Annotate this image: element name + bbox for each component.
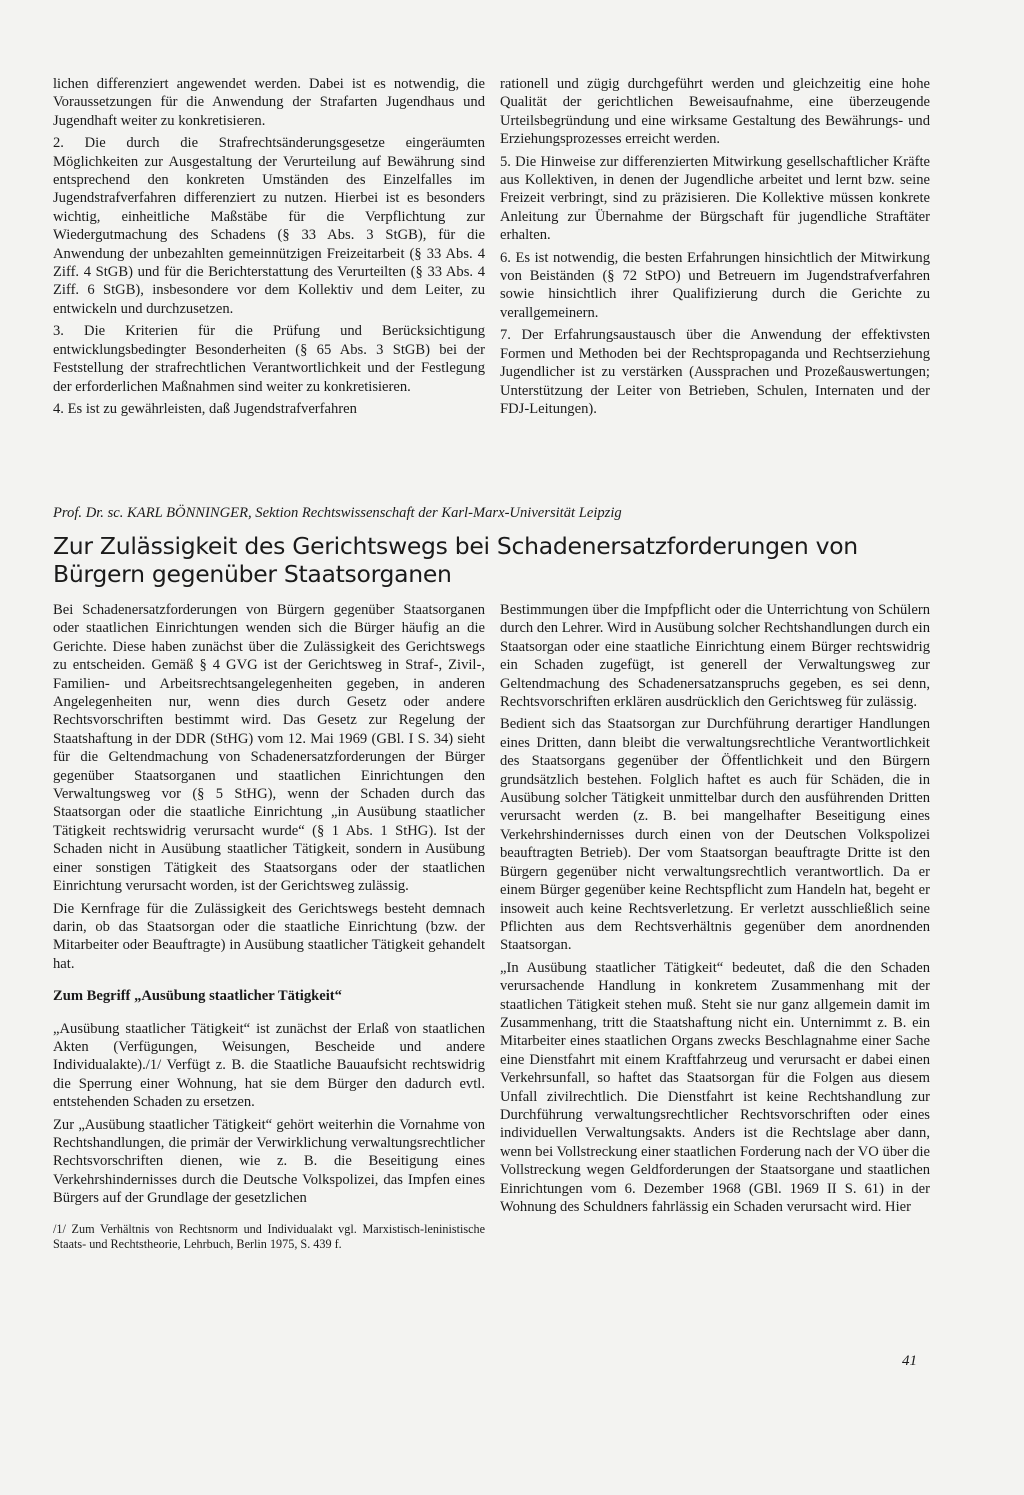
section-subheading: Zum Begriff „Ausübung staatlicher Tätigkeit“ xyxy=(53,988,342,1005)
paragraph: Bedient sich das Staatsorgan zur Durchführung derartiger Handlungen eines Dritten, dann bleibt die verwaltungsrechtliche Verantwortlichkeit des Staatsorgans gegenüber der Öffentlichkeit und den Bürgern grundsätzlich bestehen. Folglich haftet es auch für Schäden, die in Ausübung solcher Tätigkeit unmittelbar durch den ausführenden Dritten verursacht werden (z. B. bei mangelhafter Beseitigung eines Verkehrshindernisses durch einen von der Deutschen Volkspolizei beauftragten Betrieb). Der vom Staatsorgan beauftragte Dritte ist den Bürgern gegenüber nicht verwaltungsrechtlich verantwortlich. Da er einem Bürger gegenüber keine Rechtspflicht zum Handeln hat, begeht er insoweit auch keine Rechtsverletzung. Er verletzt ausschließlich seine Pflichten aus dem Rechtsverhältnis gegenüber dem anordnenden Staatsorgan. xyxy=(500,716,930,954)
article-title: Zur Zulässigkeit des Gerichtswegs bei Schadenersatzforderungen von Bürgern gegenüber Staatsorganen xyxy=(53,532,858,588)
paragraph: Die Kernfrage für die Zulässigkeit des Gerichtswegs besteht demnach darin, ob das Staatsorgan oder die staatliche Einrichtung (bzw. der Mitarbeiter oder Beauftragte) in Ausübung staatlicher Tätigkeit gehandelt hat. xyxy=(53,900,485,972)
paragraph: 3. Die Kriterien für die Prüfung und Berücksichtigung entwicklungsbedingter Besonderheiten (§ 65 Abs. 3 StGB) bei der Feststellung der strafrechtlichen Verantwortlichkeit und der Festlegung der erforderlichen Maßnahmen sind weiter zu konkretisieren. xyxy=(53,323,485,395)
top-right-column xyxy=(500,75,930,422)
paragraph: 4. Es ist zu gewährleisten, daß Jugendstrafverfahren xyxy=(53,400,357,417)
paragraph: „In Ausübung staatlicher Tätigkeit“ bedeutet, daß die den Schaden verursachende Handlung in konkretem Zusammenhang mit der staatlichen Tätigkeit stehen muß. Steht sie nur ganz allgemein damit im Zusammenhang, tritt die Staatshaftung nicht ein. Unternimmt z. B. ein Mitarbeiter eines staatlichen Organs zwecks Beschlagnahme einer Sache eine Dienstfahrt mit einem Kraftfahrzeug und verursacht er dabei einen Verkehrsunfall, so haftet das Staatsorgan für die Folgen aus diesem Unfall zivilrechtlich. Die Dienstfahrt ist keine Rechtshandlung zur Durchführung verwaltungsrechtlicher Rechtsvorschriften oder eines individuellen Verwaltungsakts. Anders ist die Rechtslage aber dann, wenn bei Vollstreckung einer staatlichen Forderung nach der VO über die Vollstreckung wegen Geldforderungen der Staatsorgane und staatlichen Einrichtungen vom 6. Dezember 1968 (GBl. 1969 II S. 61) in der Wohnung des Schuldners fahrlässig ein Schaden verursacht wird. Hier xyxy=(500,959,930,1215)
paragraph: 5. Die Hinweise zur differenzierten Mitwirkung gesellschaftlicher Kräfte aus Kollektiven, in denen der Jugendliche arbeitet und lernt bzw. seine Freizeit verbringt, sind zu präzisieren. Die Kollektive müssen konkrete Anleitung zur Übernahme der Bürgschaft für jugendliche Straftäter erhalten. xyxy=(500,153,930,244)
author-byline: Prof. Dr. sc. KARL BÖNNINGER, Sektion Rechtswissenschaft der Karl-Marx-Universität Leipzig xyxy=(53,505,622,521)
paragraph: 6. Es ist notwendig, die besten Erfahrungen hinsichtlich der Mitwirkung von Beiständen (§ 72 StPO) und Betreuern im Jugendstrafverfahren sowie hinsichtlich ihrer Qualifizierung durch die Gerichte zu verallgemeinern. xyxy=(500,249,930,321)
paragraph: lichen differenziert angewendet werden. Dabei ist es notwendig, die Voraussetzungen für die Anwendung der Strafarten Jugendhaus und Jugendhaft weiter zu konkretisieren. xyxy=(53,76,485,129)
paragraph: Zur „Ausübung staatlicher Tätigkeit“ gehört weiterhin die Vornahme von Rechtshandlungen, die primär der Verwirklichung verwaltungsrechtlicher Rechtsvorschriften dienen, wie z. B. die Beseitigung eines Verkehrshindernisses durch die Deutsche Volkspolizei, das Impfen eines Bürgers auf der Grundlage der gesetzlichen xyxy=(53,1116,485,1207)
paragraph: „Ausübung staatlicher Tätigkeit“ ist zunächst der Erlaß von staatlichen Akten (Verfügungen, Weisungen, Bescheide und andere Individualakte)./1/ Verfügt z. B. die Staatliche Bauaufsicht rechtswidrig die Sperrung einer Wohnung, hat sie dem Bürger den dadurch evtl. entstehenden Schaden zu ersetzen. xyxy=(53,1020,485,1111)
paragraph: 7. Der Erfahrungsaustausch über die Anwendung der effektivsten Formen und Methoden bei der Rechtspropaganda und Rechtserziehung Jugendlicher ist zu verstärken (Aussprachen und Prozeßauswertungen; Unterstützung der Leiter von Betrieben, Schulen, Internaten und der FDJ-Leitungen). xyxy=(500,327,930,417)
top-left-column xyxy=(53,75,485,422)
paragraph: Bestimmungen über die Impfpflicht oder die Unterrichtung von Schülern durch den Lehrer. Wird in Ausübung solcher Rechtshandlungen durch ein Staatsorgan oder eine staatliche Einrichtung einem Bürger rechtswidrig ein Schaden zugefügt, ist generell der Verwaltungsweg zur Geltendmachung des Schadenersatzanspruchs gegeben, es sei denn, Rechtsvorschriften erklären ausdrücklich den Gerichtsweg für zulässig. xyxy=(500,602,930,711)
paragraph: Bei Schadenersatzforderungen von Bürgern gegenüber Staatsorganen oder staatlichen Einrichtungen wenden sich die Bürger häufig an die Gerichte. Diese haben zunächst über die Zulässigkeit des Gerichtswegs zu entscheiden. Gemäß § 4 GVG ist der Gerichtsweg in Straf-, Zivil-, Familien- und Arbeitsrechtsangelegenheiten gegeben, in anderen Angelegenheiten nur, wenn dies durch Gesetz oder andere Rechtsvorschriften bestimmt wird. Das Gesetz zur Regelung der Staatshaftung in der DDR (StHG) vom 12. Mai 1969 (GBl. I S. 34) sieht für die Geltendmachung von Schadenersatzforderungen der Bürger gegenüber Staatsorganen und staatlichen Einrichtungen den Verwaltungsweg vor (§ 5 StHG), wenn der Schaden durch das Staatsorgan oder die staatliche Einrichtung „in Ausübung staatlicher Tätigkeit rechtswidrig verursacht wurde“ (§ 1 Abs. 1 StHG). Ist der Schaden nicht in Ausübung staatlicher Tätigkeit, sondern in Ausübung einer sonstigen Tätigkeit des Staatsorgans oder der staatlichen Einrichtung verursacht worden, ist der Gerichtsweg zulässig. xyxy=(53,602,485,895)
paragraph: 2. Die durch die Strafrechtsänderungsgesetze eingeräumten Möglichkeiten zur Ausgestaltung der Verurteilung auf Bewährung sind entsprechend den konkreten Umständen des Einzelfalles im Jugendstrafverfahren differenziert zu nutzen. Hierbei ist es besonders wichtig, einheitliche Maßstäbe für die Verpflichtung zur Wiedergutmachung des Schadens (§ 33 Abs. 3 StGB), für die Anwendung der unbezahlten gemeinnützigen Freizeitarbeit (§ 33 Abs. 4 Ziff. 4 StGB) und für die Berichterstattung des Verurteilten (§ 33 Abs. 4 Ziff. 6 StGB), insbesondere vor dem Kollektiv und dem Leiter, zu entwickeln und durchzusetzen. xyxy=(53,135,485,317)
page-number: 41 xyxy=(902,1353,917,1369)
paragraph: rationell und zügig durchgeführt werden und gleichzeitig eine hohe Qualität der gerichtlichen Beweisaufnahme, eine überzeugende Urteilsbegründung und eine wirksame Gestaltung des Bewährungs- und Erziehungsprozesses erreicht werden. xyxy=(500,76,930,148)
article-right-column xyxy=(500,601,930,1220)
article-left-column xyxy=(53,601,485,1256)
footnote: /1/ Zum Verhältnis von Rechtsnorm und Individualakt vgl. Marxistisch-leninistische Staats- und Rechtstheorie, Lehrbuch, Berlin 1975, S. 439 f. xyxy=(53,1221,485,1251)
